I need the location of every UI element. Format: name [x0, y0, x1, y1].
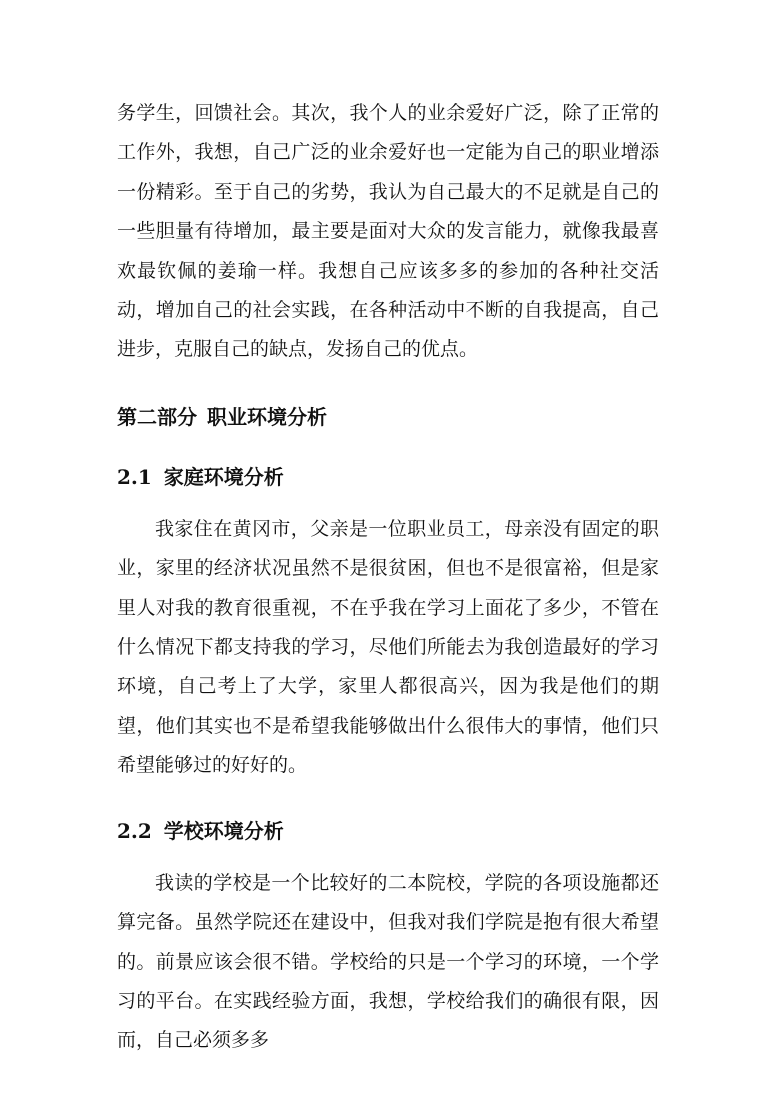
- section-2-2-paragraph: 我读的学校是一个比较好的二本院校，学院的各项设施都还算完备。虽然学院还在建设中，但我对我们学院是抱有很大希望的。前景应该会很不错。学校给的只是一个学习的环境，一个学习的平台。在实践经验方面，我想，学校给我们的确很有限，因而，自己必须多多: [117, 871, 659, 1052]
- section-2-1-title: 家庭环境分析: [163, 464, 284, 489]
- section-2-1-heading: [117, 462, 659, 492]
- section-2-2-title: 学校环境分析: [163, 818, 284, 843]
- section-2-2-number: 2.2: [117, 818, 152, 843]
- part-title: 职业环境分析: [207, 404, 327, 429]
- part-heading: [117, 402, 659, 432]
- section-2-1-number: 2.1: [117, 464, 152, 489]
- section-2-2-heading: [117, 816, 659, 846]
- part-label: 第二部分: [117, 404, 197, 429]
- section-2-1-paragraph: 我家住在黄冈市，父亲是一位职业员工，母亲没有固定的职业，家里的经济状况虽然不是很贫困，但也不是很富裕，但是家里人对我的教育很重视，不在乎我在学习上面花了多少，不管在什么情况下都支持我的学习，尽他们所能去为我创造最好的学习环境，自己考上了大学，家里人都很高兴，因为我是他们的期望，他们其实也不是希望我能够做出什么很伟大的事情，他们只希望能够过的好好的。: [117, 517, 659, 777]
- document-content: [117, 94, 659, 1061]
- intro-paragraph: 务学生，回馈社会。其次，我个人的业余爱好广泛，除了正常的工作外，我想，自己广泛的业余爱好也一定能为自己的职业增添一份精彩。至于自己的劣势，我认为自己最大的不足就是自己的一些胆量有待增加，最主要是面对大众的发言能力，就像我最喜欢最钦佩的姜瑜一样。我想自己应该多多的参加的各种社交活动，增加自己的社会实践，在各种活动中不断的自我提高，自己进步，克服自己的缺点，发扬自己的优点。: [117, 102, 659, 361]
